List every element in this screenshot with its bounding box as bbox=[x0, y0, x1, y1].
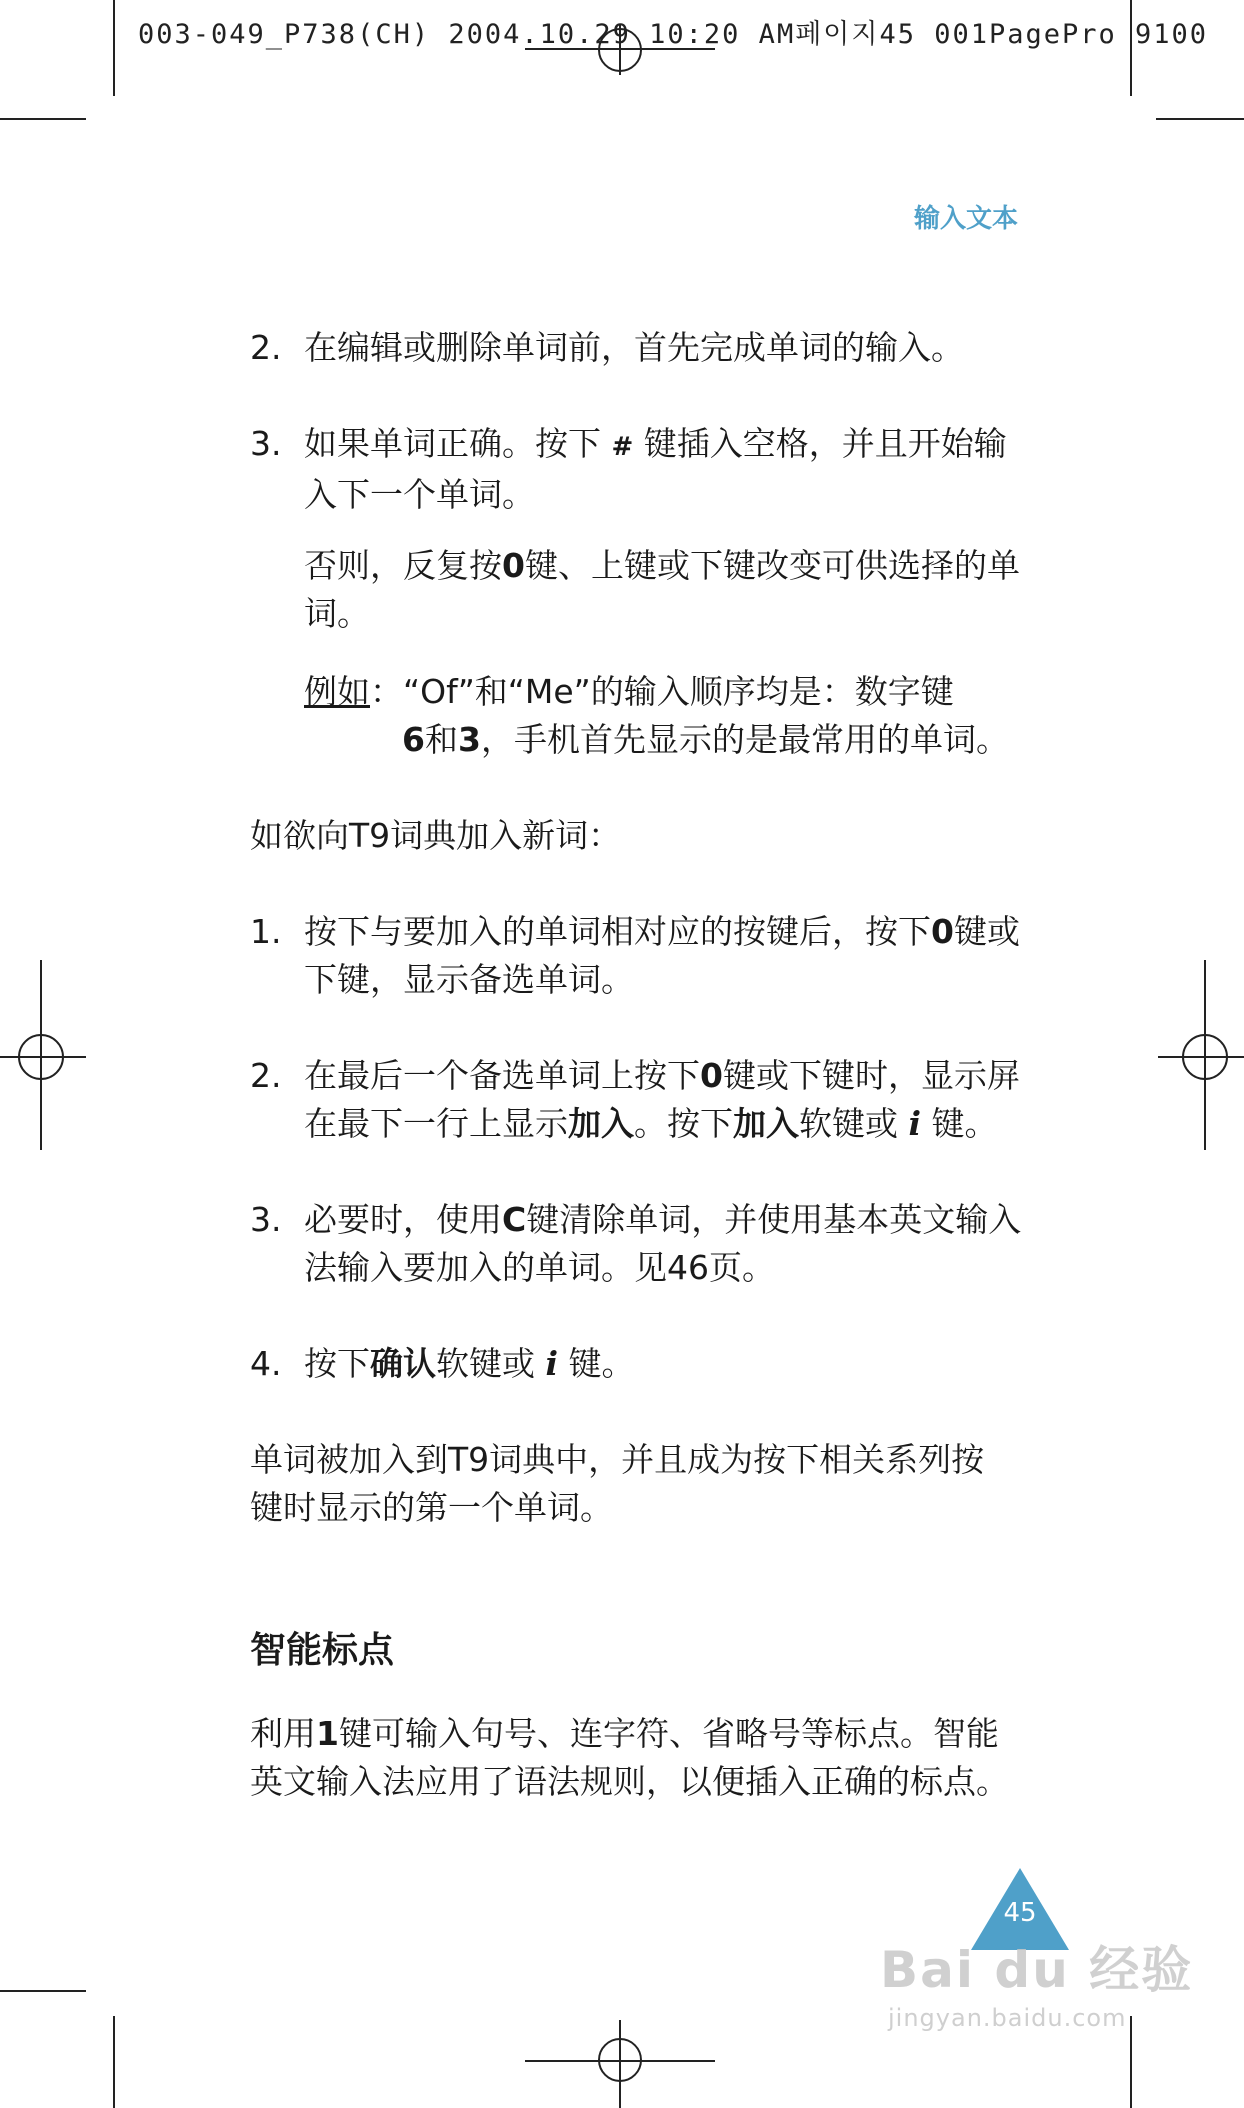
watermark-url: jingyan.baidu.com bbox=[888, 2004, 1127, 2032]
crop-mark bbox=[0, 118, 86, 120]
crop-mark bbox=[1130, 2016, 1132, 2108]
smart-punct-paragraph: 利用1键可输入句号、连字符、省略号等标点。智能英文输入法应用了语法规则，以便插入正确的标点。 bbox=[250, 1714, 1009, 1801]
registration-circle bbox=[1182, 1034, 1228, 1080]
crop-mark bbox=[113, 0, 115, 96]
info-key-icon: i bbox=[545, 1344, 559, 1383]
page-number: 45 bbox=[1003, 1898, 1037, 1928]
registration-circle bbox=[18, 1034, 64, 1080]
crop-mark bbox=[1156, 118, 1244, 120]
item-text: 按下确认软键或 i 键。 bbox=[304, 1340, 1024, 1388]
crop-mark bbox=[113, 2016, 115, 2108]
print-header: 003-049_P738(CH) 2004.10.29 10:20 AM페이지45 001PagePro 9100 bbox=[138, 19, 1209, 50]
item-number: 2. bbox=[250, 328, 282, 367]
registration-circle bbox=[598, 2038, 642, 2082]
item-number: 3. bbox=[250, 424, 282, 463]
item-text: 在最后一个备选单词上按下0键或下键时，显示屏在最下一行上显示加入。按下加入软键或 i 键。 bbox=[304, 1052, 1024, 1148]
crop-mark bbox=[0, 1990, 86, 1992]
section-title: 输入文本 bbox=[913, 204, 1018, 234]
item-text: 必要时，使用C键清除单词，并使用基本英文输入法输入要加入的单词。见46页。 bbox=[304, 1200, 1022, 1287]
example-label: 例如 bbox=[304, 672, 370, 711]
info-key-icon: i bbox=[908, 1104, 922, 1143]
key-0: 0 bbox=[502, 546, 525, 585]
item-text: 在编辑或删除单词前，首先完成单词的输入。 bbox=[304, 328, 964, 367]
example-paragraph: 例如：“Of”和“Me”的输入顺序均是：数字键 6和3，手机首先显示的是最常用的单词。 bbox=[304, 672, 1009, 759]
otherwise-paragraph: 否则，反复按0键、上键或下键改变可供选择的单词。 bbox=[304, 546, 1020, 633]
add-word-intro: 如欲向T9词典加入新词： bbox=[250, 816, 622, 855]
item-text: 如果单词正确。按下 # 键插入空格，并且开始输入下一个单词。 bbox=[304, 424, 1007, 514]
item-text: 按下与要加入的单词相对应的按键后，按下0键或下键，显示备选单词。 bbox=[304, 912, 1020, 999]
subheading: 智能标点 bbox=[250, 1630, 395, 1671]
result-paragraph: 单词被加入到T9词典中，并且成为按下相关系列按键时显示的第一个单词。 bbox=[250, 1440, 985, 1527]
hash-key-icon: # bbox=[611, 432, 634, 462]
watermark-logo: Bai du 经验 bbox=[880, 1941, 1194, 1999]
